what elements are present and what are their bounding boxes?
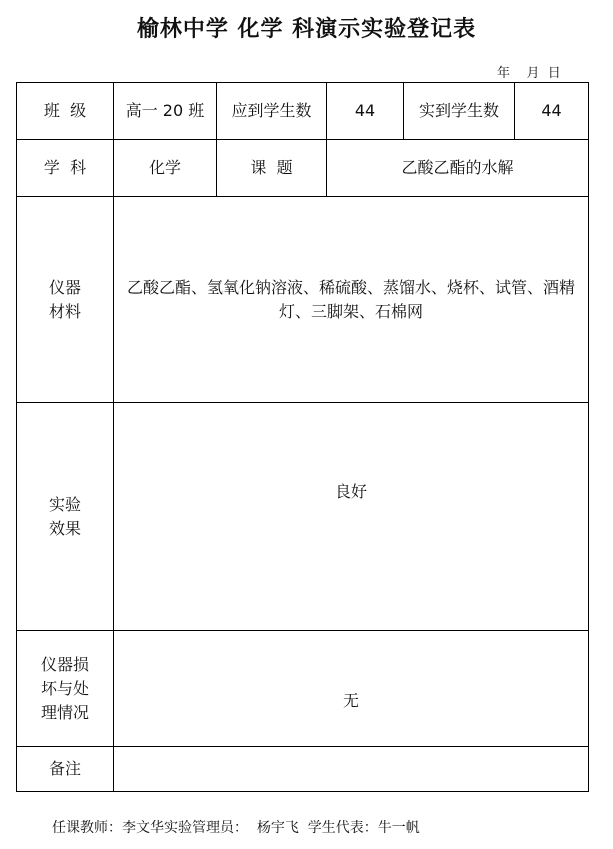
damage-label: 仪器损 坏与处 理情况: [40, 654, 89, 722]
remarks-label: 备注: [48, 759, 81, 778]
subject-value: 化学: [148, 158, 181, 177]
registration-table: [16, 82, 589, 792]
actual-students-label: 实到学生数: [418, 101, 499, 120]
remarks-value: [114, 747, 588, 791]
date-line: 年 月 日: [497, 66, 561, 81]
equipment-label: 仪器 材料: [48, 277, 81, 321]
damage-value: 无: [342, 691, 359, 710]
effect-label: 实验 效果: [48, 494, 81, 538]
class-value: 高一 20 班: [125, 101, 205, 120]
page-title: 榆林中学 化学 科演示实验登记表: [136, 17, 477, 42]
expected-students-label: 应到学生数: [231, 101, 312, 120]
actual-students-value: 44: [541, 101, 562, 120]
effect-value: 良好: [334, 482, 367, 501]
topic-value: 乙酸乙酯的水解: [401, 158, 514, 177]
signature-footer: 任课教师：李文华实验管理员： 杨宇飞 学生代表：牛一帆: [52, 820, 420, 836]
subject-label: 学 科: [43, 158, 87, 177]
class-label: 班 级: [43, 101, 87, 120]
topic-label: 课 题: [250, 158, 293, 177]
expected-students-value: 44: [354, 101, 376, 120]
equipment-value: 乙酸乙酯、氢氧化钠溶液、稀硫酸、蒸馏水、烧杯、试管、酒精灯、三脚架、石棉网: [126, 277, 575, 321]
